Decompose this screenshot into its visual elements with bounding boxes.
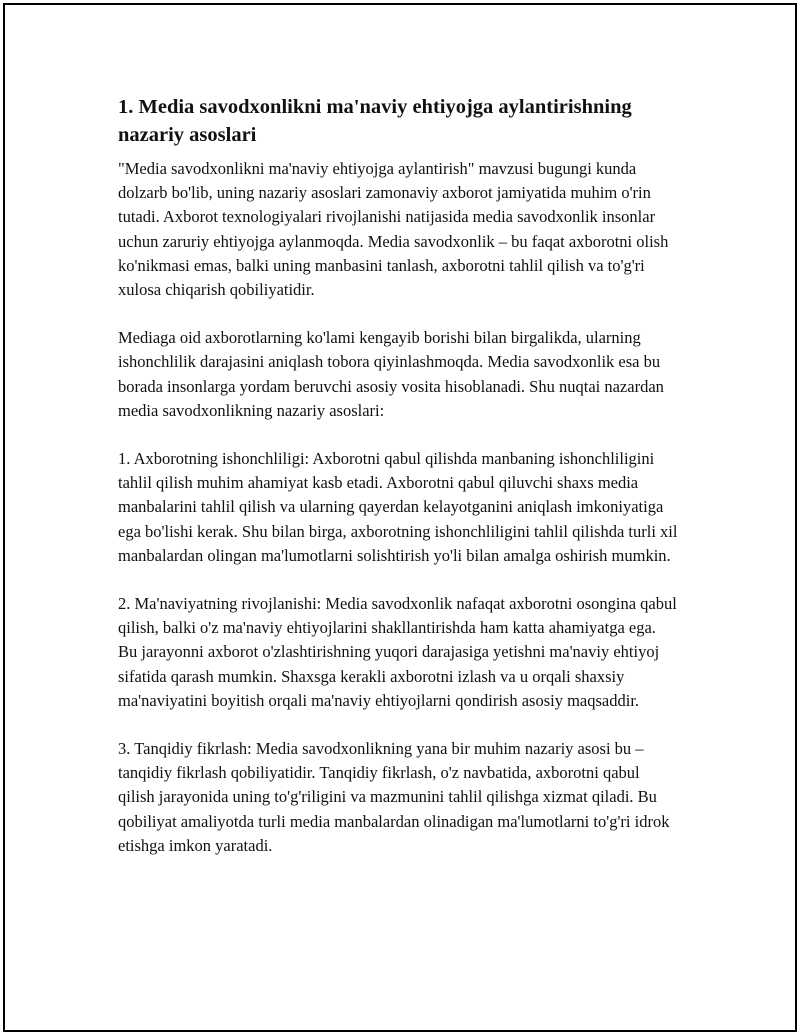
paragraph-point-2: 2. Ma'naviyatning rivojlanishi: Media savodxonlik nafaqat axborotni osongina qabul qilish, balki o'z ma'naviy ehtiyojlarini shakllantirishda ham katta ahamiyatga ega. Bu jarayonni axborot o'zlashtirishning yuqori darajasiga yetishni ma'naviy ehtiyoj sifatida qarash mumkin. Shaxsga kerakli axborotni izlash va u orqali shaxsiy ma'naviyatini boyitish orqali ma'naviy ehtiyojlarni qondirish asosiy maqsaddir. <box>118 594 677 710</box>
paragraph-point-1: 1. Axborotning ishonchliligi: Axborotni qabul qilishda manbaning ishonchliligini tahlil qilish muhim ahamiyat kasb etadi. Axborotni qabul qiluvchi shaxs media manbalarini tahlil qilish va ularning qayerdan kelayotganini aniqlash imkoniyatiga ega bo'lishi kerak. Shu bilan birga, axborotning ishonchliligini tahlil qilishda turli xil manbalardan olingan ma'lumotlarni solishtirish yo'li bilan amalga oshirish mumkin. <box>118 449 678 565</box>
paragraph-intro: "Media savodxonlikni ma'naviy ehtiyojga aylantirish" mavzusi bugungi kunda dolzarb bo'lib, uning nazariy asoslari zamonaviy axborot jamiyatida muhim o'rin tutadi. Axborot texnologiyalari rivojlanishi natijasida media savodxonlik insonlar uchun zaruriy ehtiyojga aylanmoqda. Media savodxonlik – bu faqat axborotni olish ko'nikmasi emas, balki uning manbasini tanlash, axborotni tahlil qilish va to'g'ri xulosa chiqarish qobiliyatidir. <box>118 159 669 300</box>
paragraph-context: Mediaga oid axborotlarning ko'lami kengayib borishi bilan birgalikda, ularning ishonchlilik darajasini aniqlash tobora qiyinlashmoqda. Media savodxonlik esa bu borada insonlarga yordam beruvchi asosiy vosita hisoblanadi. Shu nuqtai nazardan media savodxonlikning nazariy asoslari: <box>118 328 664 420</box>
paragraph-point-3: 3. Tanqidiy fikrlash: Media savodxonlikning yana bir muhim nazariy asosi bu – tanqidiy fikrlash qobiliyatidir. Tanqidiy fikrlash, o'z navbatida, axborotni qabul qilish jarayonida uning to'g'riligini va mazmunini tahlil qilishga xizmat qiladi. Bu qobiliyat amaliyotda turli media manbalardan olinadigan ma'lumotlarni to'g'ri idrok etishga imkon yaratadi. <box>118 739 670 855</box>
document-body <box>118 93 678 882</box>
section-heading: 1. Media savodxonlikni ma'naviy ehtiyojga aylantirishning nazariy asoslari <box>118 96 632 146</box>
